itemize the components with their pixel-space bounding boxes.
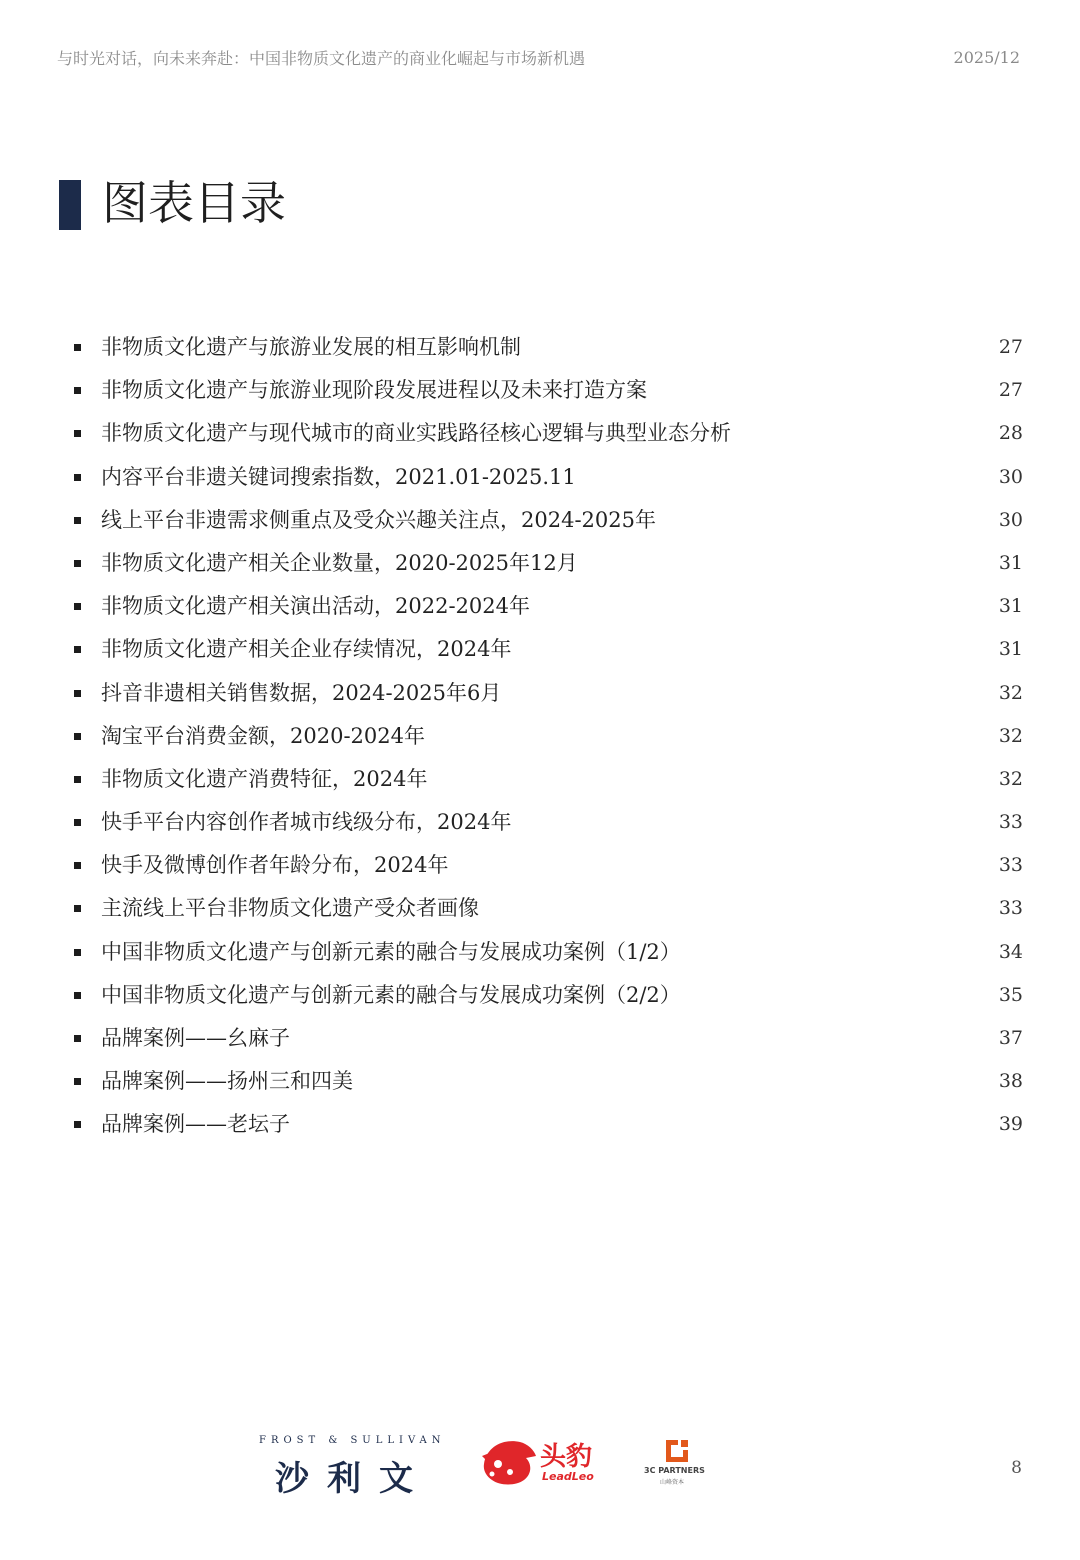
bullet-icon [74, 646, 81, 653]
toc-item[interactable] [0, 326, 1080, 369]
leadleo-logo-en: LeadLeo [542, 1470, 594, 1483]
toc-item[interactable] [0, 1103, 1080, 1146]
report-header-title: 与时光对话，向未来奔赴：中国非物质文化遗产的商业化崛起与市场新机遇 [57, 49, 586, 68]
toc-item-label: 淘宝平台消费金额，2020-2024年 [101, 723, 425, 748]
toc-item[interactable] [0, 542, 1080, 585]
bullet-icon [74, 430, 81, 437]
toc-item-label: 品牌案例——幺麻子 [101, 1026, 290, 1050]
toc-item-page: 31 [998, 551, 1023, 574]
toc-item[interactable] [0, 844, 1080, 887]
bullet-icon [74, 690, 81, 697]
page-number: 8 [1011, 1458, 1022, 1478]
toc-item-label: 非物质文化遗产相关演出活动，2022-2024年 [101, 594, 530, 619]
bullet-icon [74, 905, 81, 912]
toc-item-label: 非物质文化遗产相关企业数量，2020-2025年12月 [101, 550, 578, 575]
leadleo-logo-cn: 头豹 [540, 1442, 593, 1472]
toc-item-page: 33 [998, 897, 1023, 920]
figure-table-of-contents [0, 326, 1080, 1147]
toc-item[interactable] [0, 456, 1080, 499]
bullet-icon [74, 1035, 81, 1042]
toc-item-page: 30 [998, 465, 1023, 488]
toc-item-page: 31 [998, 595, 1023, 618]
bullet-icon [74, 1121, 81, 1128]
bullet-icon [74, 344, 81, 351]
3c-partners-mark-icon [640, 1436, 720, 1466]
toc-item-page: 39 [998, 1113, 1023, 1136]
toc-item-label: 非物质文化遗产消费特征，2024年 [101, 766, 428, 791]
toc-item-page: 28 [998, 422, 1023, 445]
report-header-date: 2025/12 [953, 48, 1020, 67]
toc-item-label: 非物质文化遗产与旅游业现阶段发展进程以及未来打造方案 [101, 378, 647, 403]
toc-item[interactable] [0, 974, 1080, 1017]
bullet-icon [74, 776, 81, 783]
toc-item-page: 35 [998, 983, 1023, 1006]
toc-item[interactable] [0, 931, 1080, 974]
bullet-icon [74, 819, 81, 826]
toc-item[interactable] [0, 1017, 1080, 1060]
toc-item-page: 32 [998, 767, 1023, 790]
frost-sullivan-logo [255, 1435, 455, 1499]
toc-item-page: 38 [998, 1070, 1023, 1093]
3c-partners-logo-cn: 山峰资本 [660, 1479, 685, 1486]
toc-item-label: 快手及微博创作者年龄分布，2024年 [101, 853, 449, 878]
toc-item[interactable] [0, 672, 1080, 715]
toc-item-label: 品牌案例——扬州三和四美 [101, 1069, 353, 1094]
3c-partners-logo-en: 3C PARTNERS [644, 1466, 705, 1475]
toc-item[interactable] [0, 369, 1080, 412]
toc-item[interactable] [0, 585, 1080, 628]
toc-item-page: 33 [998, 811, 1023, 834]
toc-item[interactable] [0, 628, 1080, 671]
toc-item-label: 快手平台内容创作者城市线级分布，2024年 [101, 810, 512, 835]
toc-item-label: 抖音非遗相关销售数据，2024-2025年6月 [101, 680, 502, 705]
toc-item-page: 31 [998, 638, 1023, 661]
bullet-icon [74, 603, 81, 610]
toc-item-page: 37 [998, 1027, 1023, 1049]
toc-item[interactable] [0, 887, 1080, 930]
bullet-icon [74, 474, 81, 481]
bullet-icon [74, 733, 81, 740]
toc-item-label: 非物质文化遗产相关企业存续情况，2024年 [101, 637, 512, 662]
bullet-icon [74, 1078, 81, 1085]
3c-partners-logo [640, 1436, 720, 1492]
toc-item-label: 线上平台非遗需求侧重点及受众兴趣关注点，2024-2025年 [101, 507, 656, 532]
leadleo-logo [480, 1434, 605, 1490]
bullet-icon [74, 517, 81, 524]
frost-sullivan-logo-en: FROST & SULLIVAN [259, 1435, 446, 1446]
toc-item-page: 33 [998, 854, 1023, 877]
toc-item[interactable] [0, 1060, 1080, 1103]
toc-item-page: 27 [998, 336, 1023, 358]
toc-item[interactable] [0, 801, 1080, 844]
frost-sullivan-logo-cn: 沙利文 [275, 1459, 431, 1499]
toc-item[interactable] [0, 499, 1080, 542]
toc-item-page: 30 [998, 508, 1023, 531]
toc-item[interactable] [0, 715, 1080, 758]
footer-logos [255, 1430, 725, 1500]
toc-item-page: 32 [998, 681, 1023, 704]
toc-item-page: 34 [998, 940, 1023, 963]
bullet-icon [74, 387, 81, 394]
section-accent-bar [59, 180, 81, 230]
toc-item-label: 主流线上平台非物质文化遗产受众者画像 [101, 896, 479, 921]
toc-item-page: 32 [998, 724, 1023, 747]
bullet-icon [74, 560, 81, 567]
toc-item-label: 中国非物质文化遗产与创新元素的融合与发展成功案例（1/2） [101, 939, 681, 964]
toc-item-page: 27 [998, 379, 1023, 402]
toc-item-label: 内容平台非遗关键词搜索指数，2021.01-2025.11 [101, 464, 576, 489]
leopard-icon [480, 1434, 538, 1490]
bullet-icon [74, 862, 81, 869]
toc-item-label: 中国非物质文化遗产与创新元素的融合与发展成功案例（2/2） [101, 982, 681, 1007]
section-title: 图表目录 [102, 176, 286, 230]
toc-item-label: 品牌案例——老坛子 [101, 1112, 290, 1137]
bullet-icon [74, 992, 81, 999]
toc-item[interactable] [0, 758, 1080, 801]
bullet-icon [74, 949, 81, 956]
toc-item[interactable] [0, 412, 1080, 455]
toc-item-label: 非物质文化遗产与现代城市的商业实践路径核心逻辑与典型业态分析 [101, 421, 731, 446]
toc-item-label: 非物质文化遗产与旅游业发展的相互影响机制 [101, 335, 521, 359]
